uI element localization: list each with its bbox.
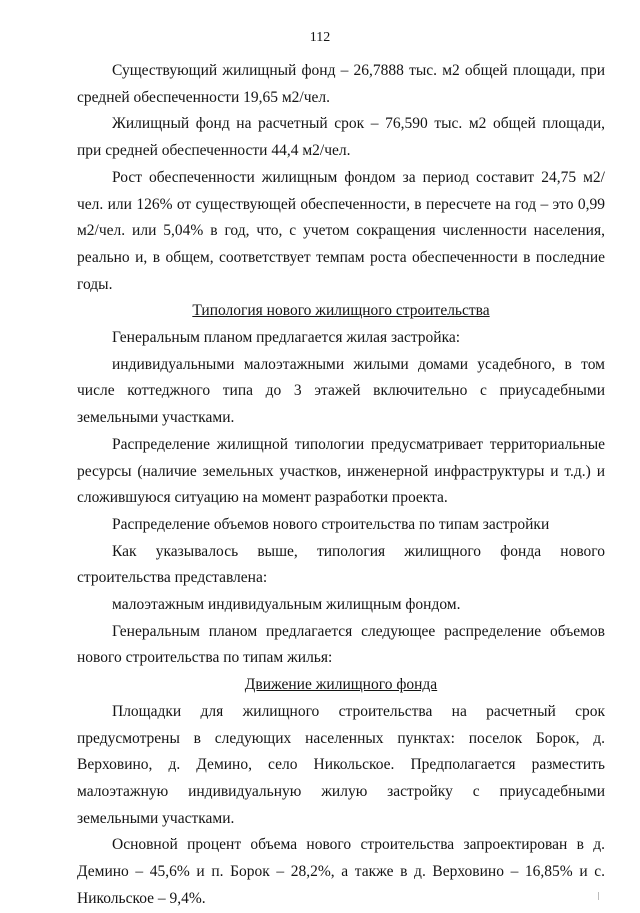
scan-edge-mark bbox=[598, 892, 599, 900]
paragraph-plan-intro: Генеральным планом предлагается жилая застройка: bbox=[112, 329, 461, 347]
paragraph-growth: Рост обеспеченности жилищным фондом за период составит 24,75 м2/чел. или 126% от существующей обеспеченности, в пересчете на год – это 0,99 м2/чел. или 5,04% в год, что, с учетом сокращения численности населения, реально и, в общем, соответствует темпам роста обеспеченности в последние годы. bbox=[77, 168, 605, 293]
paragraph-as-mentioned: Как указывалось выше, типология жилищного фонда нового строительства представлена: bbox=[77, 542, 605, 587]
paragraph-sites: Площадки для жилищного строительства на расчетный срок предусмотрены в следующих населенных пунктах: поселок Борок, д. Верховино, д. Демино, село Никольское. Предполагается разместить малоэтажную индивидуальную жилую застройку с приусадебными земельными участками. bbox=[77, 702, 605, 827]
paragraph-plan-distribution: Генеральным планом предлагается следующее распределение объемов нового строительства по типам жилья: bbox=[77, 622, 605, 667]
paragraph-distribution-typology: Распределение жилищной типологии предусматривает территориальные ресурсы (наличие земельных участков, инженерной инфраструктуры и т.д.) и сложившуюся ситуацию на момент разработки проекта. bbox=[77, 435, 605, 507]
paragraph-individual-houses: индивидуальными малоэтажными жилыми домами усадебного, в том числе коттеджного типа до 3 этажей включительно с приусадебными земельными участками. bbox=[77, 355, 605, 427]
document-body bbox=[77, 58, 605, 913]
paragraph-volume-distribution: Распределение объемов нового строительства по типам застройки bbox=[112, 515, 550, 533]
page-number: 112 bbox=[309, 30, 331, 45]
paragraph-projected-fund: Жилищный фонд на расчетный срок – 76,590 тыс. м2 общей площади, при средней обеспеченности 44,4 м2/чел. bbox=[77, 115, 605, 160]
paragraph-main-percent: Основной процент объема нового строительства запроектирован в д. Демино – 45,6% и п. Борок – 28,2%, а также в д. Верховино – 16,85% и с. Никольское – 9,4%. bbox=[77, 836, 605, 907]
heading-housing-movement: Движение жилищного фонда bbox=[244, 676, 438, 694]
paragraph-low-rise-fund: малоэтажным индивидуальным жилищным фондом. bbox=[112, 596, 461, 614]
paragraph-existing-fund: Существующий жилищный фонд – 26,7888 тыс. м2 общей площади, при средней обеспеченности 19,65 м2/чел. bbox=[77, 62, 605, 106]
heading-typology: Типология нового жилищного строительства bbox=[192, 302, 490, 320]
